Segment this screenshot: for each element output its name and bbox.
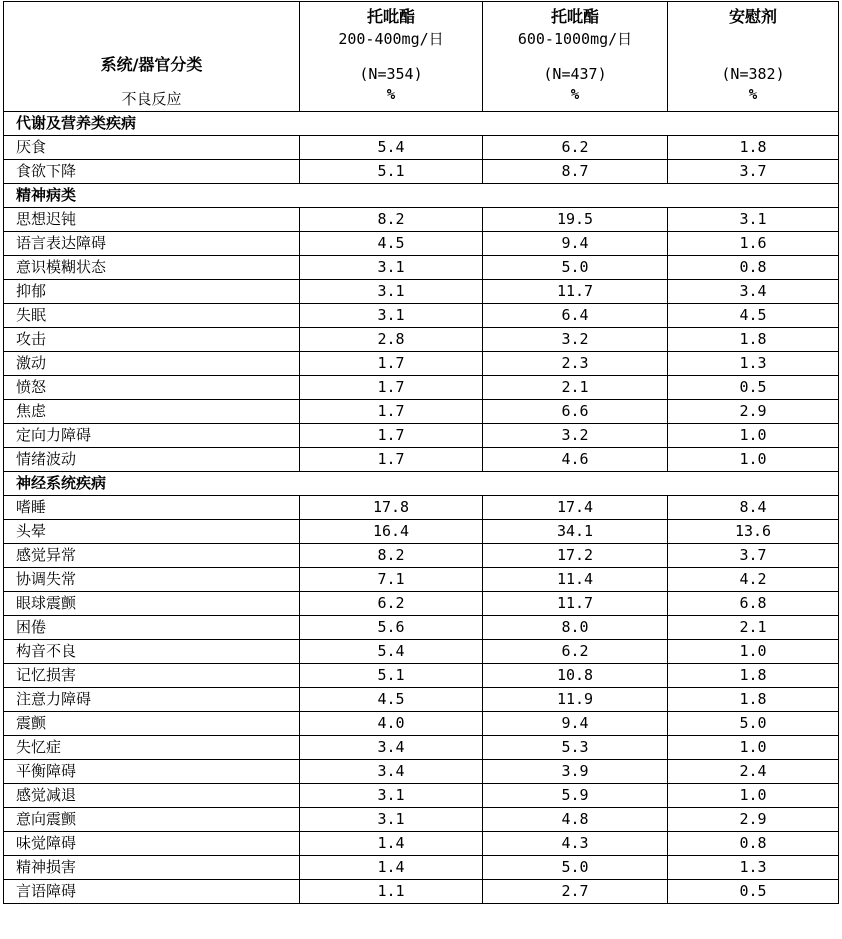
table-row [4,712,839,736]
adverse-reaction-name: 言语障碍 [4,880,300,904]
table-header [4,2,839,112]
incidence-topiramate-high: 6.6 [483,400,668,424]
incidence-topiramate-low: 2.8 [300,328,483,352]
adverse-reaction-name: 眼球震颤 [4,592,300,616]
drug-dose: 200-400mg/日 [338,30,444,48]
incidence-topiramate-low: 8.2 [300,208,483,232]
adverse-reaction-name: 情绪波动 [4,448,300,472]
incidence-placebo: 3.1 [668,208,839,232]
incidence-placebo: 5.0 [668,712,839,736]
incidence-placebo: 0.5 [668,880,839,904]
adverse-reaction-name: 感觉异常 [4,544,300,568]
incidence-placebo: 1.0 [668,448,839,472]
table-row [4,616,839,640]
adverse-reaction-name: 失忆症 [4,736,300,760]
system-organ-class-label: 系统/器官分类 [100,55,203,74]
incidence-placebo: 1.8 [668,136,839,160]
incidence-topiramate-low: 3.1 [300,304,483,328]
unit-label: % [386,87,396,103]
incidence-topiramate-high: 19.5 [483,208,668,232]
incidence-topiramate-low: 1.7 [300,424,483,448]
incidence-topiramate-low: 5.1 [300,160,483,184]
table-row [4,520,839,544]
table-row [4,784,839,808]
incidence-topiramate-high: 3.2 [483,328,668,352]
incidence-topiramate-low: 5.4 [300,640,483,664]
incidence-topiramate-high: 17.2 [483,544,668,568]
incidence-topiramate-low: 3.4 [300,760,483,784]
incidence-topiramate-high: 5.0 [483,256,668,280]
table-row [4,544,839,568]
drug-name: 安慰剂 [728,7,777,26]
incidence-topiramate-high: 5.3 [483,736,668,760]
column-header-topiramate-high [483,2,668,112]
incidence-topiramate-high: 8.7 [483,160,668,184]
incidence-placebo: 2.4 [668,760,839,784]
incidence-placebo: 4.5 [668,304,839,328]
adverse-reaction-name: 意识模糊状态 [4,256,300,280]
table-row [4,448,839,472]
incidence-topiramate-high: 2.3 [483,352,668,376]
incidence-placebo: 1.3 [668,352,839,376]
incidence-topiramate-high: 6.2 [483,640,668,664]
table-row [4,760,839,784]
drug-name: 托吡酯 [366,7,415,26]
table-row [4,832,839,856]
sample-size: (N=437) [543,65,607,83]
unit-label: % [570,87,580,103]
adverse-reaction-table-container [3,1,839,904]
table-row [4,136,839,160]
incidence-placebo: 0.8 [668,256,839,280]
incidence-topiramate-high: 5.0 [483,856,668,880]
category-row [4,112,839,136]
incidence-topiramate-low: 5.6 [300,616,483,640]
table-row [4,496,839,520]
adverse-reaction-name: 激动 [4,352,300,376]
incidence-topiramate-low: 1.4 [300,832,483,856]
table-row [4,160,839,184]
adverse-reaction-label: 不良反应 [121,90,182,108]
table-row [4,400,839,424]
column-header-topiramate-low [300,2,483,112]
incidence-topiramate-high: 10.8 [483,664,668,688]
table-row [4,352,839,376]
incidence-topiramate-low: 17.8 [300,496,483,520]
adverse-reaction-name: 厌食 [4,136,300,160]
table-row [4,688,839,712]
incidence-topiramate-low: 1.1 [300,880,483,904]
incidence-topiramate-high: 9.4 [483,712,668,736]
incidence-topiramate-high: 8.0 [483,616,668,640]
incidence-placebo: 1.8 [668,664,839,688]
adverse-reaction-name: 协调失常 [4,568,300,592]
table-row [4,304,839,328]
incidence-topiramate-low: 5.4 [300,136,483,160]
incidence-topiramate-high: 6.2 [483,136,668,160]
incidence-topiramate-low: 5.1 [300,664,483,688]
incidence-placebo: 3.7 [668,544,839,568]
incidence-placebo: 1.0 [668,736,839,760]
table-row [4,424,839,448]
incidence-placebo: 1.8 [668,328,839,352]
category-row [4,184,839,208]
adverse-reaction-name: 食欲下降 [4,160,300,184]
incidence-topiramate-low: 1.4 [300,856,483,880]
incidence-topiramate-low: 3.1 [300,256,483,280]
table-row [4,232,839,256]
incidence-placebo: 1.6 [668,232,839,256]
incidence-topiramate-low: 1.7 [300,352,483,376]
incidence-topiramate-low: 8.2 [300,544,483,568]
table-body [4,112,839,904]
incidence-topiramate-low: 6.2 [300,592,483,616]
drug-dose [668,28,838,51]
incidence-placebo: 2.9 [668,808,839,832]
incidence-topiramate-high: 2.1 [483,376,668,400]
incidence-topiramate-high: 17.4 [483,496,668,520]
table-row [4,640,839,664]
adverse-reaction-name: 攻击 [4,328,300,352]
incidence-placebo: 3.4 [668,280,839,304]
incidence-placebo: 1.0 [668,784,839,808]
category-label: 神经系统疾病 [4,472,839,496]
adverse-reaction-name: 语言表达障碍 [4,232,300,256]
adverse-reaction-name: 震颤 [4,712,300,736]
incidence-topiramate-low: 1.7 [300,376,483,400]
adverse-reaction-name: 注意力障碍 [4,688,300,712]
incidence-topiramate-high: 3.2 [483,424,668,448]
incidence-topiramate-low: 3.1 [300,280,483,304]
adverse-reaction-name: 平衡障碍 [4,760,300,784]
incidence-topiramate-low: 7.1 [300,568,483,592]
table-row [4,664,839,688]
incidence-placebo: 8.4 [668,496,839,520]
incidence-topiramate-low: 1.7 [300,448,483,472]
incidence-topiramate-high: 11.7 [483,280,668,304]
column-header-placebo [668,2,839,112]
category-label: 代谢及营养类疾病 [4,112,839,136]
incidence-topiramate-high: 4.6 [483,448,668,472]
category-row [4,472,839,496]
incidence-placebo: 1.0 [668,640,839,664]
drug-dose: 600-1000mg/日 [517,30,633,48]
table-row [4,280,839,304]
incidence-placebo: 1.3 [668,856,839,880]
incidence-topiramate-low: 16.4 [300,520,483,544]
incidence-topiramate-low: 3.1 [300,808,483,832]
table-row [4,808,839,832]
adverse-reaction-name: 头晕 [4,520,300,544]
incidence-topiramate-high: 11.4 [483,568,668,592]
adverse-reaction-table [3,1,839,904]
adverse-reaction-name: 定向力障碍 [4,424,300,448]
incidence-placebo: 0.8 [668,832,839,856]
category-label: 精神病类 [4,184,839,208]
sample-size: (N=354) [359,65,423,83]
adverse-reaction-name: 精神损害 [4,856,300,880]
incidence-topiramate-high: 4.3 [483,832,668,856]
incidence-topiramate-low: 4.0 [300,712,483,736]
incidence-topiramate-high: 34.1 [483,520,668,544]
table-row [4,256,839,280]
incidence-placebo: 4.2 [668,568,839,592]
incidence-topiramate-high: 2.7 [483,880,668,904]
incidence-placebo: 0.5 [668,376,839,400]
adverse-reaction-name: 思想迟钝 [4,208,300,232]
incidence-topiramate-high: 9.4 [483,232,668,256]
incidence-placebo: 13.6 [668,520,839,544]
table-row [4,376,839,400]
table-row [4,208,839,232]
incidence-topiramate-high: 5.9 [483,784,668,808]
adverse-reaction-name: 失眠 [4,304,300,328]
incidence-topiramate-high: 11.7 [483,592,668,616]
adverse-reaction-name: 感觉减退 [4,784,300,808]
adverse-reaction-name: 味觉障碍 [4,832,300,856]
incidence-placebo: 1.0 [668,424,839,448]
table-row [4,880,839,904]
incidence-placebo: 2.1 [668,616,839,640]
drug-name: 托吡酯 [550,7,599,26]
incidence-topiramate-low: 3.1 [300,784,483,808]
incidence-placebo: 3.7 [668,160,839,184]
incidence-topiramate-high: 3.9 [483,760,668,784]
table-row [4,568,839,592]
adverse-reaction-name: 记忆损害 [4,664,300,688]
incidence-topiramate-low: 3.4 [300,736,483,760]
system-organ-header-cell [4,2,300,112]
adverse-reaction-name: 愤怒 [4,376,300,400]
incidence-topiramate-low: 1.7 [300,400,483,424]
incidence-topiramate-high: 11.9 [483,688,668,712]
incidence-placebo: 6.8 [668,592,839,616]
incidence-topiramate-high: 6.4 [483,304,668,328]
adverse-reaction-name: 意向震颤 [4,808,300,832]
incidence-topiramate-high: 4.8 [483,808,668,832]
incidence-topiramate-low: 4.5 [300,232,483,256]
incidence-placebo: 1.8 [668,688,839,712]
adverse-reaction-name: 困倦 [4,616,300,640]
adverse-reaction-name: 焦虑 [4,400,300,424]
adverse-reaction-name: 构音不良 [4,640,300,664]
sample-size: (N=382) [721,65,785,83]
incidence-placebo: 2.9 [668,400,839,424]
adverse-reaction-name: 嗜睡 [4,496,300,520]
table-row [4,736,839,760]
table-row [4,592,839,616]
table-row [4,856,839,880]
adverse-reaction-name: 抑郁 [4,280,300,304]
table-row [4,328,839,352]
unit-label: % [748,87,758,103]
incidence-topiramate-low: 4.5 [300,688,483,712]
